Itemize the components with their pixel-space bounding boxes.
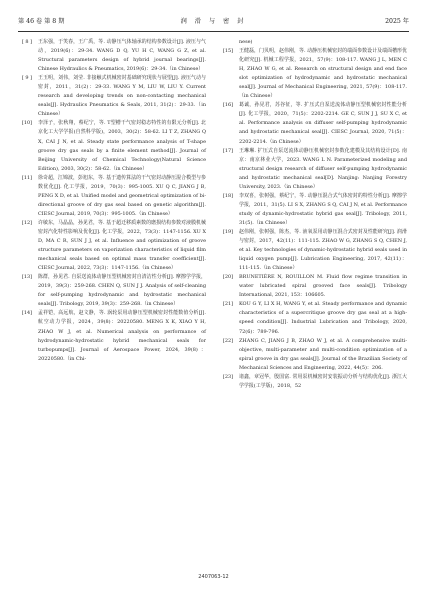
reference-number: [22] [222,337,234,344]
reference-number: [13] [21,274,33,281]
volume-issue: 第 46 卷 第 8 期 [18,18,65,25]
reference-entry [18,219,206,273]
reference-entry [219,47,407,101]
reference-entry [18,174,206,219]
reference-entry [219,38,407,47]
reference-number: [23] [222,373,234,380]
reference-number: [15] [222,48,234,55]
reference-entry [219,192,407,228]
reference-entry [219,337,407,373]
publication-year: 2025 年 [385,18,409,25]
reference-text: 诸鑫，章冠华，殷国富. 常用泵机械密封安装振动分析与结构优化[J]. 浙江大学学报(工学版)，2018，52 [239,373,407,389]
reference-text: 徐奇超，江锦波，彭旭东，等. 基于遗传算法的干气密封动静压混合模型与参数优化[J]. 化工学报，2019，70(3)：995-1005. XU Q C, JIANG J B, PENG X D, et al. Unified model and geometrical optimization of bi-directional groove of dry gas seal based on genetic algorithm[J]. CIESC Journal, 2019, 70(3)：995-1005.（in Chinese） [38,174,206,217]
reference-text: 王玉明，刘伟，刘莹. 非接触式机械密封基础研究现状与展望[J]. 液压气动与密封，2011，31(2)：29-33. WANG Y M, LIU W, LIU Y. Current research and developing trends on non-contacting mechanical seals[J]. Hydraulics Pneumatics & Seals, 2011, 31(2)：29-33.（in Chinese） [38,75,206,118]
reference-text: 许敏东，马晶晶，孙见君，等. 基于超迁移质素数的磨损结构参数对液膜机械密封汽化特性影响及优化[J]. 化工学报，2022，73(3)：1147-1156. XU X D, MA C R, SUN J J, et al. Influence and optimization of groove structure parameters on vaporization characteristics of liquid film mechanical seals based on optimal mass transfer coefficient[J]. CIESC Journal, 2022, 73(3)：1147-1156.（in Chinese） [38,219,206,272]
references-left-column [18,38,206,364]
reference-text: nese) [239,39,253,45]
reference-entry [219,373,407,391]
reference-number: [20] [222,274,234,281]
references-right-column [219,38,407,391]
reference-entry [18,74,206,119]
reference-text: 陈群，孙见君. 自泵送流体动静压型机械密封自清洁性分析[J]. 摩擦学学报，2019，39(3)：259-268. CHEN Q, SUN J J. Analysis of self-cleaning for self-pumping hydrodynamic and hydrostatic mechanical seals[J]. Tribology, 2019, 39(3)：259-268.（in Chinese） [38,274,206,308]
reference-number: [10] [21,120,33,127]
reference-text: BRUNETIÈRE N, ROUILLON M. Fluid flow regime transition in water lubricated spiral grooved face seals[J]. Tribology International, 2021, 153：106605. [239,274,407,299]
reference-number: [17] [222,147,234,154]
reference-text: 赵伟刚，张树强，陈杰，等. 液氧泵用动静压混合式密封及性能研究[J]. 润滑与密封，2017，42(11)：111-115. ZHAO W G, ZHANG S Q, CHEN J, et al. Key technologies of dynamic-hydrostatic hybrid seals used in liquid oxygen pump[J]. Lubrication Engineering, 2017, 42(11)：111-115.（in Chinese） [239,228,407,272]
reference-text: 王东强，于笑春，王广禹，等. 动静压气体轴承的结构参数设计[J]. 液压与气动，2019(6)：29-34. WANG D Q, YU H C, WANG G Z, et al. Structural parameters design of hybrid journal bearings[J]. Chinese Hydraulics & Pneumatics, 2019(6)：29-34.（in Chinese） [38,39,206,73]
reference-number: [16] [222,102,234,109]
page-header [18,15,409,29]
header-rule [18,31,409,32]
reference-text: 孟祥铠，高远航，赵文静，等. 涡轮泵用动静压型机械密封性能数值分析[J]. 航空动力学报，2024，39(8)：20220580. MENG X K, XIAO Y H, ZHAO W J, et al. Numerical analysis on performance of hydrodynamic-hydrostatic hybrid mechanical seals for turbopumps[J]. Journal of Aerospace Power, 2024, 39(8)：20220580.（in Chi- [38,310,206,362]
reference-text: ZHANG C, JIANG J B, ZHAO W J, et al. A comprehensive multi-objective, multi-parameter and multi-condition optimization of a spiral groove in dry gas seals[J]. Journal of the Brazilian Society of Mechanical Sciences and Engineering, 2022, 44(5)：206. [239,337,407,371]
reference-number: [ 9 ] [21,75,33,82]
page-footer [0,574,427,580]
reference-number: [12] [21,219,33,226]
reference-text: 葛诚，孙见君，苏谷征，等. 扩压式自泵送流体动静压型机械密封性能分析[J]. 化工学报，2020，71(5)：2202-2214. GE C, SUN J J, SU X C, et al. Performance analysis on diffuser self-pumping hydrodynamic and hydrostatic mechanical seal[J]. CIESC Journal, 2020, 71(5)：2202-2214.（in Chinese） [239,102,407,145]
reference-entry [219,147,407,192]
reference-entry [18,38,206,74]
reference-text: KOU G Y, LI X H, WANG Y, et al. Steady performance and dynamic characteristics of a supercritique groove dry gas seal at a high-speed condition[J]. Industrial Lubrication and Tribology, 2020, 72(6)：789-796. [239,301,407,335]
reference-number: [19] [222,228,234,235]
reference-entry [219,228,407,273]
reference-number: [14] [21,310,33,317]
reference-number: [21] [222,301,234,308]
page-id: 2407063-12 [198,574,229,580]
reference-number: [ 8 ] [21,39,33,45]
reference-entry [219,300,407,336]
reference-number: [18] [222,192,234,199]
reference-entry [18,119,206,173]
reference-text: 李泽子，张秋翔，蔡纪宁，等. T型槽干气密封稳态特性的有限元分析[J]. 北京化工大学学报(自然科学版)，2003，30(2)：58-62. LI T Z, ZHANG Q X, CAI J N, et al. Steady state performance analysis of T-shape groove dry gas seals by a finite element method[J]. Journal of Beijing University of Chemical Technology(Natural Science Edition), 2003, 30(2)：58-62.（in Chinese） [38,120,206,172]
reference-entry [18,273,206,309]
reference-entry [219,101,407,146]
reference-entry [219,273,407,300]
reference-text: 王琳琳. 扩压式自泵送流体动静压机械密封参数化建模及其结构设计[D]. 南京：南京林业大学，2023. WANG L N. Parameterized modeling and structural design research of diffuser self-pumping hydrodynamic and hydrostatic mechanical seal[D]. Nanjing: Nanjing Forestry University, 2023.（in Chinese） [239,147,407,190]
reference-entry [18,309,206,363]
journal-title: 润 滑 与 密 封 [180,18,247,25]
reference-text: 王健磊，门贝明，赵伟刚，等. 动静压机械密封的端面参数设计及端面槽形优化研究[J]. 机械工程学报，2021，57(9)：108-117. WANG J L, MEN C H, ZHAO W G, et al. Research on structural design and end face slot optimization of hydrodynamic and hydrostatic mechanical seal[J]. Journal of Mechanical Engineering, 2021, 57(9)：108-117.（in Chinese） [239,48,407,100]
reference-text: 李双喜，张树强，蔡纪宁，等. 动静压混合式气体密封的特性分析[J]. 摩擦学学报，2011，31(5). LI S X, ZHANG S Q, CAI J N, et al. Performance study of dynamic-hydrostatic hybrid gas seal[J]. Tribology, 2011, 31(5).（in Chinese） [239,192,407,226]
reference-number: [11] [21,174,33,181]
